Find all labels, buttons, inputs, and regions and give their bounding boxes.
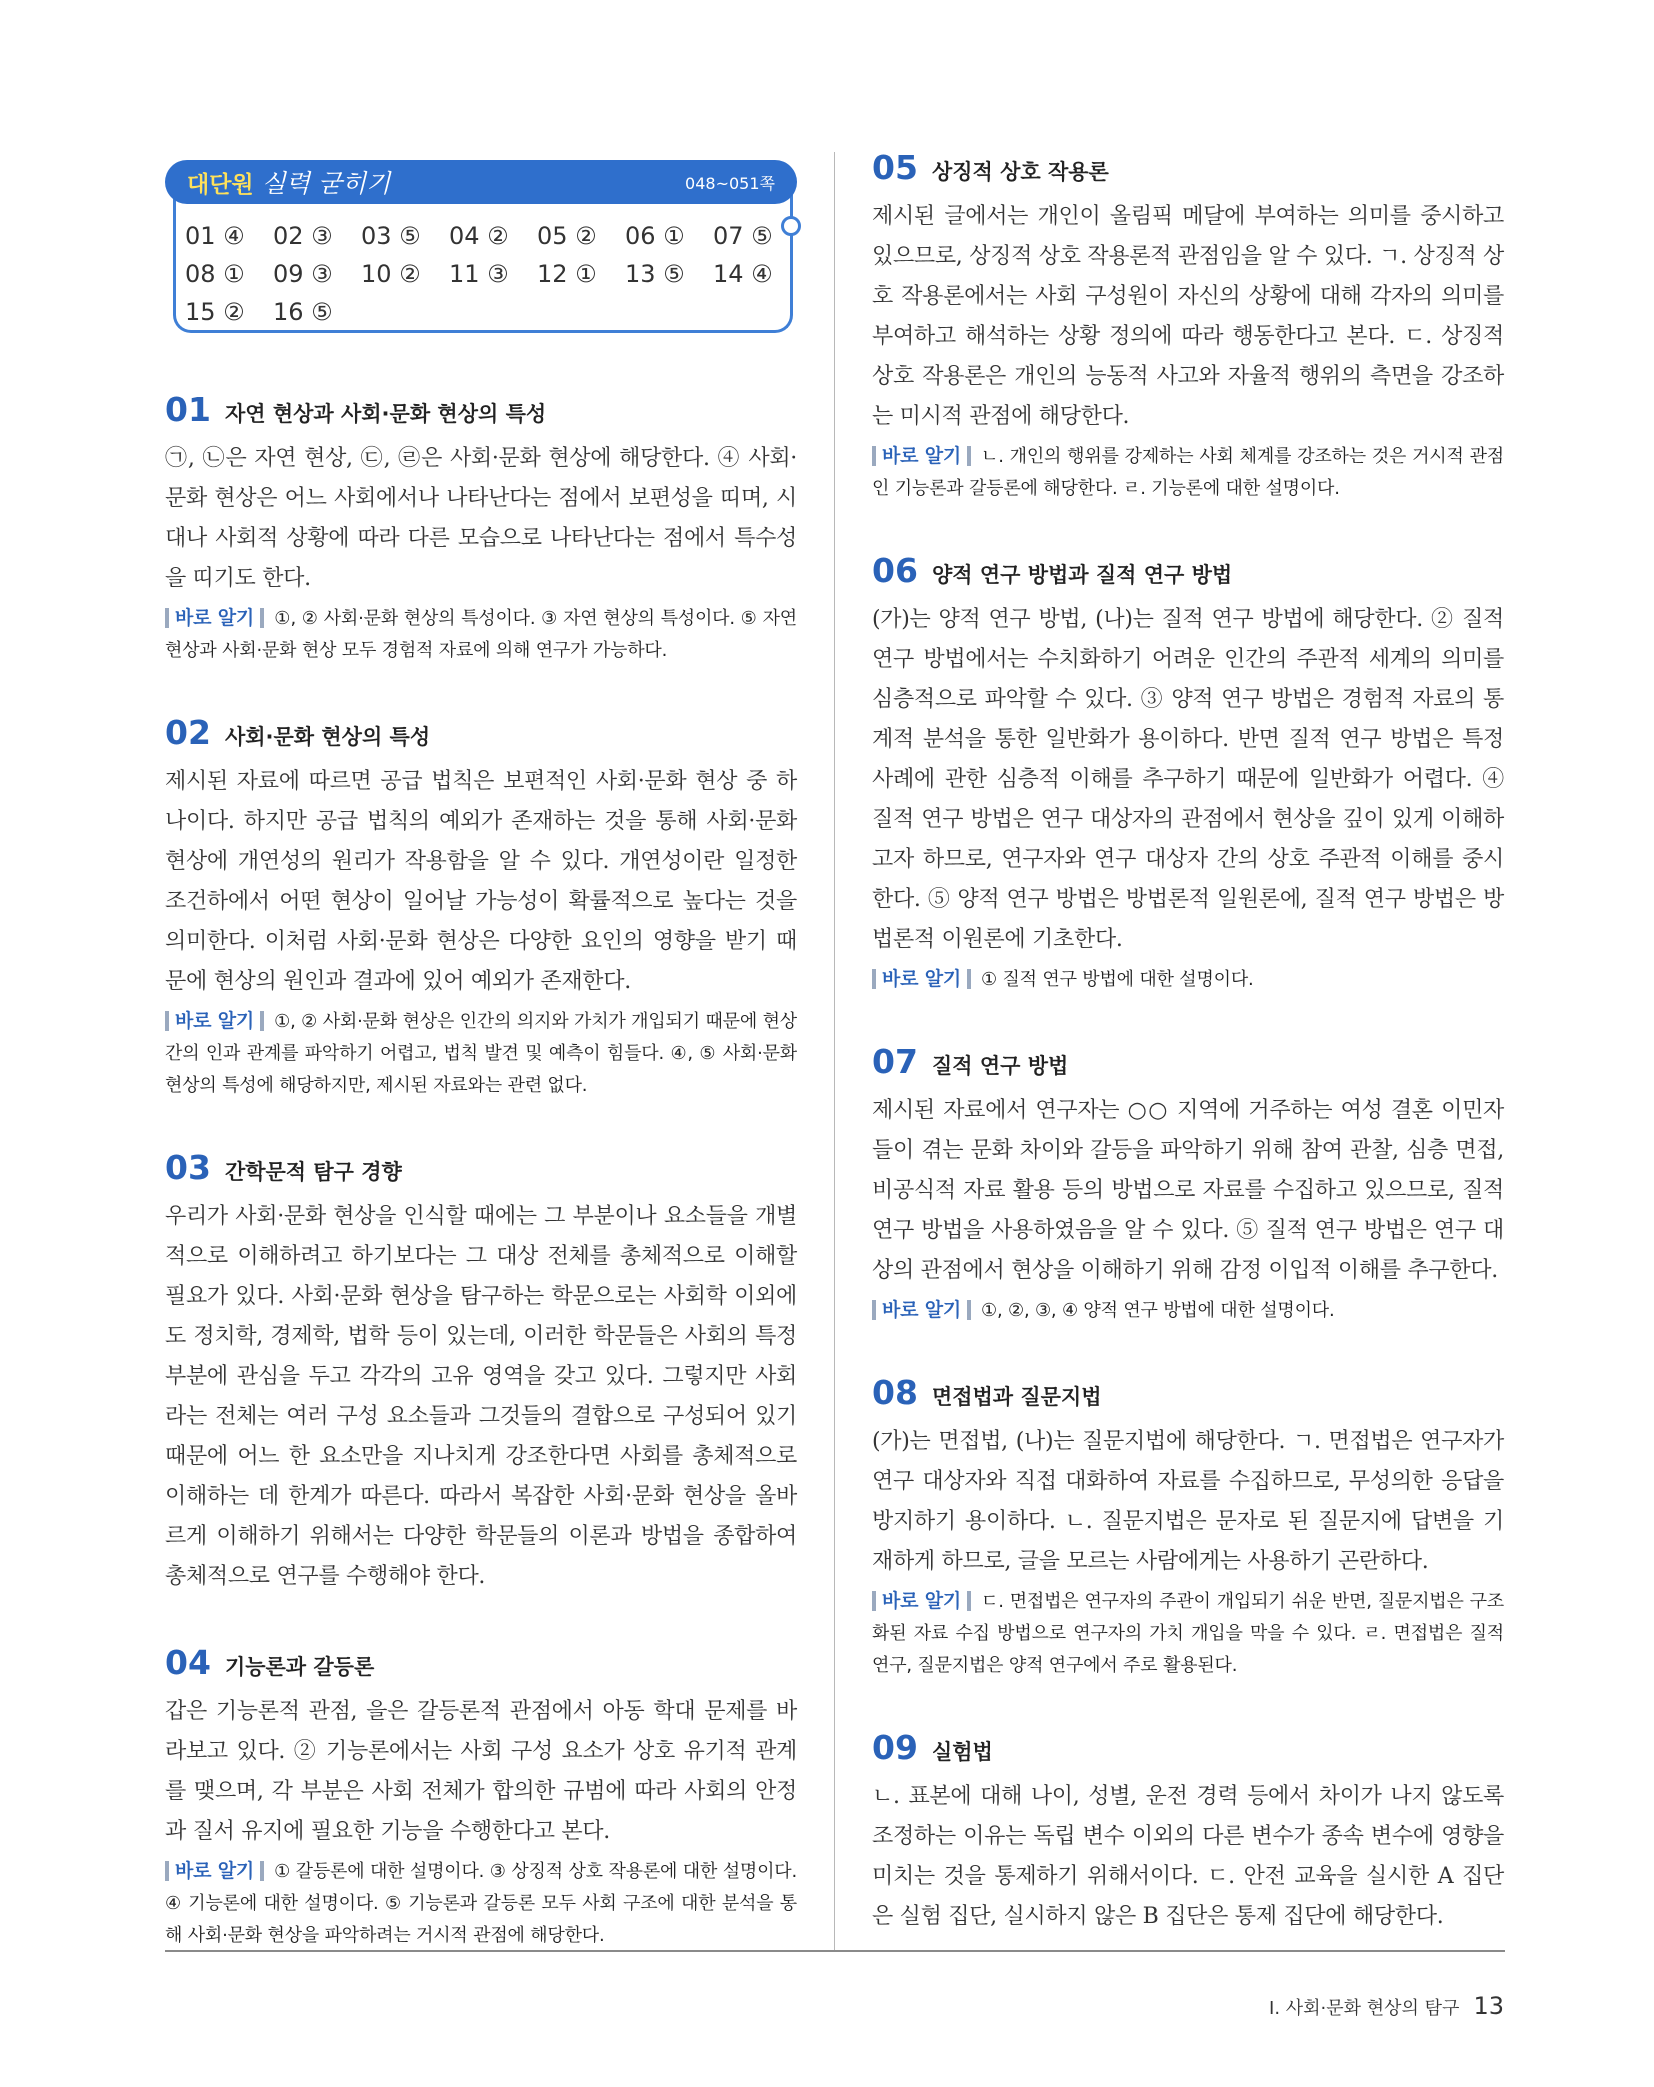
section-09 [872,1728,1504,1937]
section-number: 04 [165,1643,211,1682]
left-column [165,152,797,1998]
answer-item: 16 ⑤ [273,298,333,326]
section-08 [872,1373,1504,1682]
tip-label: 바로 알기 [872,1300,971,1320]
answer-item: 10 ② [361,260,421,288]
answer-item: 08 ① [185,260,245,288]
section-body: 갑은 기능론적 관점, 을은 갈등론적 관점에서 아동 학대 문제를 바라보고 있다. ② 기능론에서는 사회 구성 요소가 상호 유기적 관계를 맺으며, 각 부분은 사회 전체가 합의한 규범에 따라 사회의 안정과 질서 유지에 필요한 기능을 수행한다고 본다. [165,1699,797,1844]
section-number: 03 [165,1148,211,1187]
column-divider [834,152,835,1952]
answer-item: 13 ⑤ [625,260,685,288]
section-number: 07 [872,1042,918,1081]
answer-item: 12 ① [537,260,597,288]
section-number: 06 [872,551,918,590]
answer-item: 06 ① [625,222,685,250]
tip-label: 바로 알기 [165,1861,264,1881]
answer-box-header [165,160,797,204]
section-number: 09 [872,1728,918,1767]
section-body: (가)는 면접법, (나)는 질문지법에 해당한다. ㄱ. 면접법은 연구자가 연구 대상자와 직접 대화하여 자료를 수집하므로, 무성의한 응답을 방지하기 용이하다. ㄴ. 질문지법은 문자로 된 질문지에 답변을 기재하게 하므로, 글을 모르는 사람에게는 사용하기 곤란하다. [872,1429,1504,1574]
section-number: 05 [872,148,918,187]
tip-label: 바로 알기 [165,1011,264,1031]
section-number: 08 [872,1373,918,1412]
section-body: (가)는 양적 연구 방법, (나)는 질적 연구 방법에 해당한다. ② 질적 연구 방법에서는 수치화하기 어려운 인간의 주관적 세계의 의미를 심층적으로 파악할 수 있다. ③ 양적 연구 방법은 경험적 자료의 통계적 분석을 통한 일반화가 용이하다. 반면 질적 연구 방법은 특정 사례에 관한 심층적 이해를 추구하기 때문에 일반화가 어렵다. ④ 질적 연구 방법은 연구 대상자의 관점에서 현상을 깊이 있게 이해하고자 하므로, 연구자와 연구 대상자 간의 상호 주관적 이해를 중시한다. ⑤ 양적 연구 방법은 방법론적 일원론에, 질적 연구 방법은 방법론적 이원론에 기초한다. [872,607,1504,952]
answer-box [165,152,795,340]
tip-text: ①, ② 사회·문화 현상의 특성이다. ③ 자연 현상의 특성이다. ⑤ 자연 현상과 사회·문화 현상 모두 경험적 자료에 의해 연구가 가능하다. [165,608,797,661]
section-title: 실험법 [931,1740,993,1764]
answer-item: 11 ③ [449,260,509,288]
tip-text: ① 갈등론에 대한 설명이다. ③ 상징적 상호 작용론에 대한 설명이다. ④ 기능론에 대한 설명이다. ⑤ 기능론과 갈등론 모두 사회 구조에 대한 분석을 통해 사회·문화 현상을 파악하려는 거시적 관점에 해당한다. [165,1861,797,1946]
section-body: 우리가 사회·문화 현상을 인식할 때에는 그 부분이나 요소들을 개별적으로 이해하려고 하기보다는 그 대상 전체를 총체적으로 이해할 필요가 있다. 사회·문화 현상을 탐구하는 학문으로는 사회학 이외에도 정치학, 경제학, 법학 등이 있는데, 이러한 학문들은 사회의 특정 부분에 관심을 두고 각각의 고유 영역을 갖고 있다. 그렇지만 사회라는 전체는 여러 구성 요소들과 그것들의 결합으로 구성되어 있기 때문에 어느 한 요소만을 지나치게 강조한다면 사회를 총체적으로 이해하는 데 한계가 따른다. 따라서 복잡한 사회·문화 현상을 올바르게 이해하기 위해서는 다양한 학문들의 이론과 방법을 종합하여 총체적으로 연구를 수행해야 한다. [165,1204,797,1589]
answer-item: 09 ③ [273,260,333,288]
section-body: 제시된 자료에서 연구자는 ○○ 지역에 거주하는 여성 결혼 이민자들이 겪는 문화 차이와 갈등을 파악하기 위해 참여 관찰, 심층 면접, 비공식적 자료 활용 등의 방법으로 자료를 수집하고 있으므로, 질적 연구 방법을 사용하였음을 알 수 있다. ⑤ 질적 연구 방법은 연구 대상의 관점에서 현상을 이해하기 위해 감정 이입적 이해를 추구한다. [872,1098,1504,1283]
answer-item: 15 ② [185,298,245,326]
section-title: 면접법과 질문지법 [931,1385,1102,1409]
section-01 [165,390,797,667]
tip [165,1856,797,1952]
tip-text: ㄴ. 개인의 행위를 강제하는 사회 체계를 강조하는 것은 거시적 관점인 기능론과 갈등론에 해당한다. ㄹ. 기능론에 대한 설명이다. [872,446,1504,499]
page-footer [1269,1992,1504,2020]
section-02 [165,713,797,1102]
section-body: ㄴ. 표본에 대해 나이, 성별, 운전 경력 등에서 차이가 나지 않도록 조정하는 이유는 독립 변수 이외의 다른 변수가 종속 변수에 영향을 미치는 것을 통제하기 위해서이다. ㄷ. 안전 교육을 실시한 A 집단은 실험 집단, 실시하지 않은 B 집단은 통제 집단에 해당한다. [872,1784,1504,1929]
tip [165,603,797,667]
section-title: 기능론과 갈등론 [224,1655,375,1679]
answer-item: 07 ⑤ [713,222,773,250]
section-title: 질적 연구 방법 [931,1054,1069,1078]
section-body: 제시된 글에서는 개인이 올림픽 메달에 부여하는 의미를 중시하고 있으므로, 상징적 상호 작용론적 관점임을 알 수 있다. ㄱ. 상징적 상호 작용론에서는 사회 구성원이 자신의 상황에 대해 각자의 의미를 부여하고 해석하는 상황 정의에 따라 행동한다고 본다. ㄷ. 상징적 상호 작용론은 개인의 능동적 사고와 자율적 행위의 측면을 강조하는 미시적 관점에 해당한다. [872,204,1504,429]
tip-text: ①, ②, ③, ④ 양적 연구 방법에 대한 설명이다. [981,1300,1335,1321]
tip [872,441,1504,505]
tip-label: 바로 알기 [872,969,971,989]
answer-item: 14 ④ [713,260,773,288]
tip-text: ①, ② 사회·문화 현상은 인간의 의지와 가치가 개입되기 때문에 현상 간의 인과 관계를 파악하기 어렵고, 법칙 발견 및 예측이 힘들다. ④, ⑤ 사회·문화 현상의 특성에 해당하지만, 제시된 자료와는 관련 없다. [165,1011,797,1096]
section-title: 자연 현상과 사회·문화 현상의 특성 [224,402,547,426]
page-number: 13 [1473,1992,1504,2020]
section-07 [872,1042,1504,1327]
tip [872,964,1504,996]
section-body: ㉠, ㉡은 자연 현상, ㉢, ㉣은 사회·문화 현상에 해당한다. ④ 사회·문화 현상은 어느 사회에서나 나타난다는 점에서 보편성을 띠며, 시대나 사회적 상황에 따라 다른 모습으로 나타난다는 점에서 특수성을 띠기도 한다. [165,446,797,591]
tip-text: ㄷ. 면접법은 연구자의 주관이 개입되기 쉬운 반면, 질문지법은 구조화된 자료 수집 방법으로 연구자의 가치 개입을 막을 수 있다. ㄹ. 면접법은 질적 연구, 질문지법은 양적 연구에서 주로 활용된다. [872,1591,1504,1676]
answer-box-page-range: 048~051쪽 [685,173,775,193]
section-title: 상징적 상호 작용론 [931,160,1109,184]
answer-grid [185,222,785,326]
footer-chapter: I. 사회·문화 현상의 탐구 [1269,1998,1460,2019]
section-06 [872,551,1504,996]
tip-label: 바로 알기 [872,446,971,466]
section-03 [165,1148,797,1597]
section-number: 01 [165,390,211,429]
tip [165,1006,797,1102]
answer-item: 05 ② [537,222,597,250]
section-title: 사회·문화 현상의 특성 [224,725,431,749]
tip-text: ① 질적 연구 방법에 대한 설명이다. [981,969,1254,990]
answer-item: 03 ⑤ [361,222,421,250]
answer-item: 04 ② [449,222,509,250]
section-body: 제시된 자료에 따르면 공급 법칙은 보편적인 사회·문화 현상 중 하나이다. 하지만 공급 법칙의 예외가 존재하는 것을 통해 사회·문화 현상에 개연성의 원리가 작용함을 알 수 있다. 개연성이란 일정한 조건하에서 어떤 현상이 일어날 가능성이 확률적으로 높다는 것을 의미한다. 이처럼 사회·문화 현상은 다양한 요인의 영향을 받기 때문에 현상의 원인과 결과에 있어 예외가 존재한다. [165,769,797,994]
section-title: 양적 연구 방법과 질적 연구 방법 [931,563,1233,587]
answer-box-subtitle: 실력 굳히기 [261,169,391,198]
section-04 [165,1643,797,1952]
answer-item: 01 ④ [185,222,245,250]
answer-box-title: 대단원 [187,171,254,198]
answer-item: 02 ③ [273,222,333,250]
right-column [872,148,1504,1983]
tip-label: 바로 알기 [872,1591,971,1611]
section-title: 간학문적 탐구 경향 [224,1160,402,1184]
section-05 [872,148,1504,505]
tip-label: 바로 알기 [165,608,264,628]
tip [872,1295,1504,1327]
tip [872,1586,1504,1682]
section-number: 02 [165,713,211,752]
